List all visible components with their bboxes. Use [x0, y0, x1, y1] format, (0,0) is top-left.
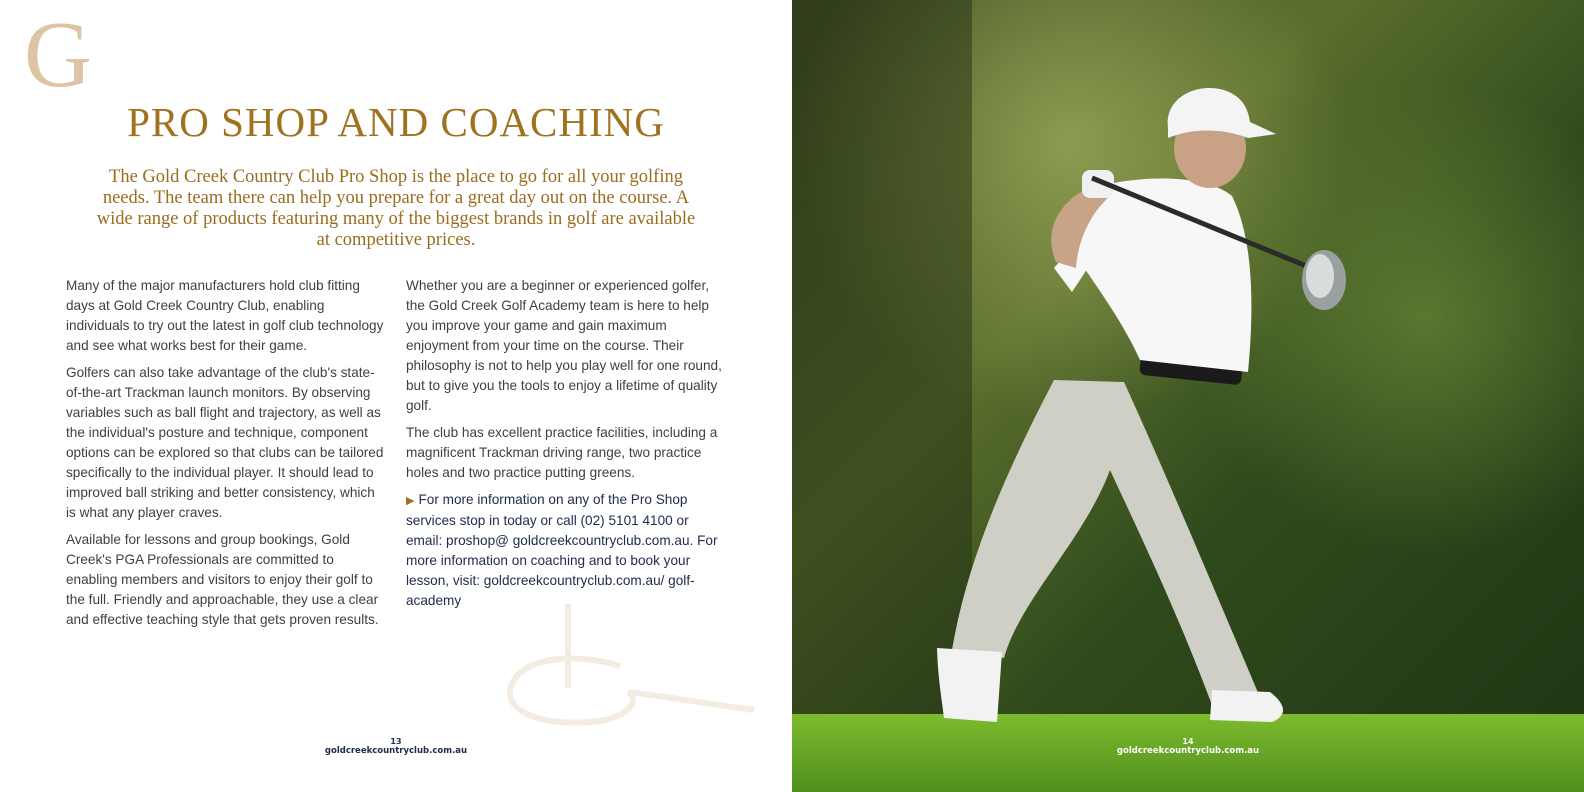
footer-url-link[interactable]: goldcreekcountryclub.com.au [324, 746, 468, 756]
right-page [792, 0, 1584, 792]
contact-text[interactable]: For more information on any of the Pro Shop services stop in today or call (02) 5101 4100 or email: proshop@ goldcreekcountryclub.com.au. For more information on coaching and to book your lesson, visit: goldcreekcountryclub.com.au/ golf-academy [406, 492, 718, 608]
body-paragraph: Available for lessons and group bookings, Gold Creek's PGA Professionals are committed to enabling members and visitors to enjoy their golf to the full. Friendly and approachable, they use a clear and effective teaching style that gets proven results. [66, 532, 379, 627]
page-title: PRO SHOP AND COACHING [127, 99, 665, 145]
body-paragraph: Many of the major manufacturers hold club fitting days at Gold Creek Country Club, enabling individuals to try out the latest in golf club technology and see what works best for their game. [66, 278, 384, 353]
body-paragraph: Golfers can also take advantage of the club's state-of-the-art Trackman launch monitors. By observing variables such as ball flight and trajectory, as well as the individual's posture and technique, component options can be explored so that clubs can be tailored specifically to the individual player. It should lead to improved ball striking and better consistency, which is what any player craves. [66, 365, 384, 520]
body-paragraph: The club has excellent practice facilities, including a magnificent Trackman driving range, two practice holes and two practice putting greens. [406, 425, 718, 480]
body-column-2 [406, 276, 722, 618]
contact-info [406, 490, 722, 611]
body-paragraph: Whether you are a beginner or experienced golfer, the Gold Creek Golf Academy team is here to help you improve your game and gain maximum enjoyment from your time on the course. Their philosophy is not to help you play well for one round, but to give you the tools to enjoy a lifetime of quality golf. [406, 278, 722, 413]
footer-url-link[interactable]: goldcreekcountryclub.com.au [1116, 746, 1260, 756]
golfer-photo [792, 0, 1584, 792]
page-number: 14 [1182, 737, 1194, 746]
left-footer [0, 737, 792, 756]
intro-paragraph: The Gold Creek Country Club Pro Shop is the place to go for all your golfing needs. The team there can help you prepare for a great day out on the course. A wide range of products featuring many of the biggest brands in golf are available at competitive prices. [96, 167, 696, 250]
body-column-1 [66, 276, 384, 637]
right-footer [792, 737, 1584, 756]
page-number: 13 [390, 737, 402, 746]
monogram-logo: G [24, 3, 92, 107]
triangle-bullet-icon: ▶ [406, 495, 415, 507]
